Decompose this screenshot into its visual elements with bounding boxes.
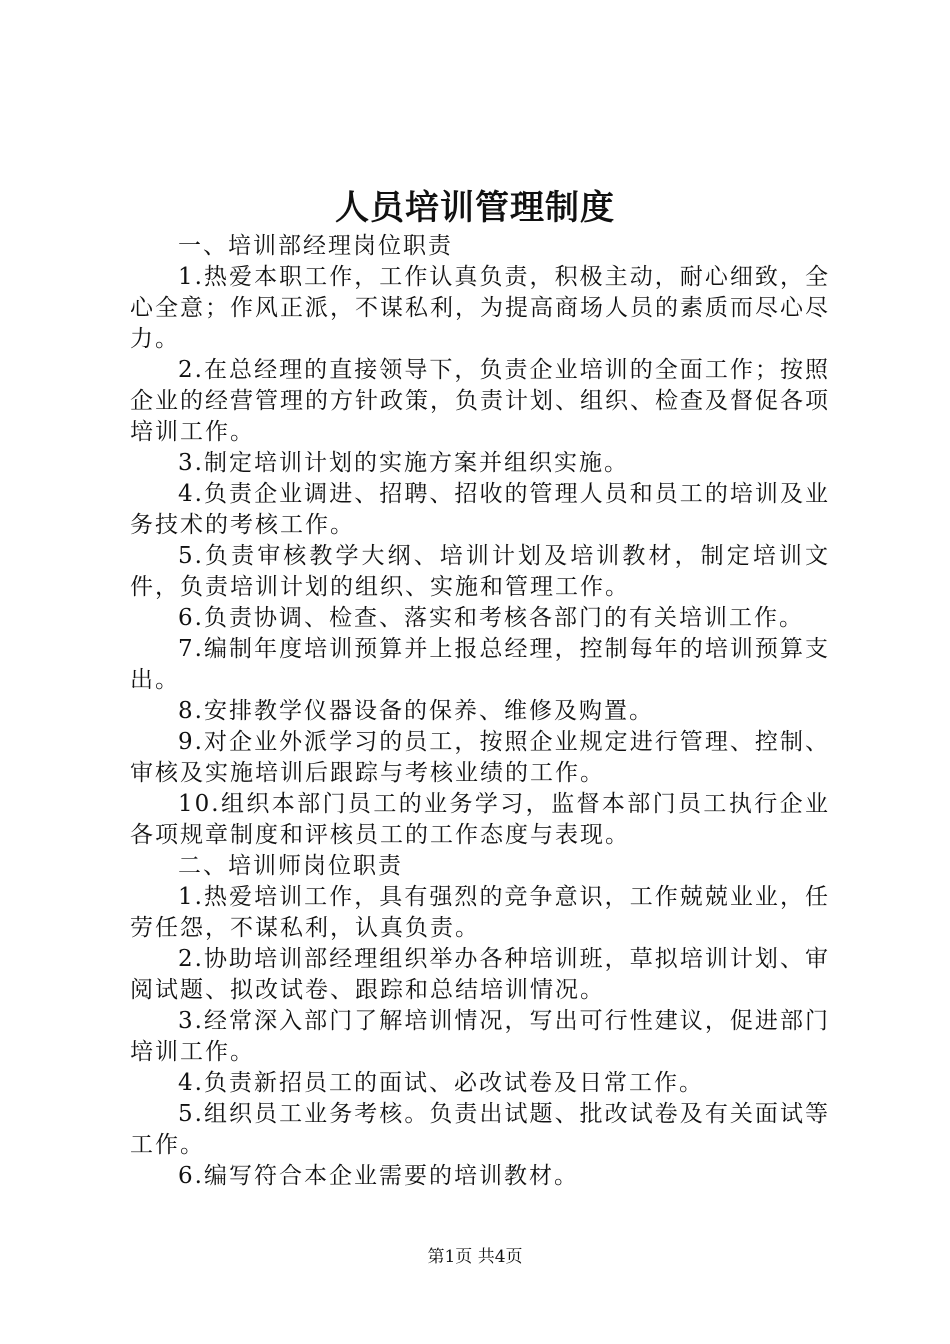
section-heading: 二、培训师岗位职责 [178, 853, 403, 879]
paragraph: 4.负责企业调进、招聘、招收的管理人员和员工的培训及业务技术的考核工作。 [130, 481, 830, 538]
paragraph: 2.在总经理的直接领导下，负责企业培训的全面工作；按照企业的经营管理的方针政策，负责计划、组织、检查及督促各项培训工作。 [130, 357, 830, 445]
paragraph: 5.负责审核教学大纲、培训计划及培训教材，制定培训文件，负责培训计划的组织、实施和管理工作。 [130, 543, 830, 600]
paragraph: 6.负责协调、检查、落实和考核各部门的有关培训工作。 [178, 605, 804, 631]
paragraph: 1.热爱培训工作，具有强烈的竞争意识，工作兢兢业业，任劳任怨，不谋私利，认真负责。 [130, 884, 830, 941]
section-heading: 一、培训部经理岗位职责 [178, 233, 453, 259]
page-footer: 第1页 共4页 [427, 1247, 523, 1267]
document-body [130, 231, 830, 1192]
paragraph: 5.组织员工业务考核。负责出试题、批改试卷及有关面试等工作。 [130, 1101, 830, 1158]
document-title: 人员培训管理制度 [335, 188, 615, 228]
paragraph: 3.制定培训计划的实施方案并组织实施。 [178, 450, 629, 476]
paragraph: 8.安排教学仪器设备的保养、维修及购置。 [178, 698, 654, 724]
paragraph: 1.热爱本职工作，工作认真负责，积极主动，耐心细致，全心全意；作风正派，不谋私利，为提高商场人员的素质而尽心尽力。 [130, 264, 830, 352]
paragraph: 3.经常深入部门了解培训情况，写出可行性建议，促进部门培训工作。 [130, 1008, 830, 1065]
paragraph: 4.负责新招员工的面试、必改试卷及日常工作。 [178, 1070, 704, 1096]
paragraph: 7.编制年度培训预算并上报总经理，控制每年的培训预算支出。 [130, 636, 830, 693]
paragraph: 2.协助培训部经理组织举办各种培训班，草拟培训计划、审阅试题、拟改试卷、跟踪和总结培训情况。 [130, 946, 830, 1003]
paragraph: 9.对企业外派学习的员工，按照企业规定进行管理、控制、审核及实施培训后跟踪与考核业绩的工作。 [130, 729, 830, 786]
paragraph: 10.组织本部门员工的业务学习，监督本部门员工执行企业各项规章制度和评核员工的工作态度与表现。 [130, 791, 830, 848]
paragraph: 6.编写符合本企业需要的培训教材。 [178, 1163, 579, 1189]
